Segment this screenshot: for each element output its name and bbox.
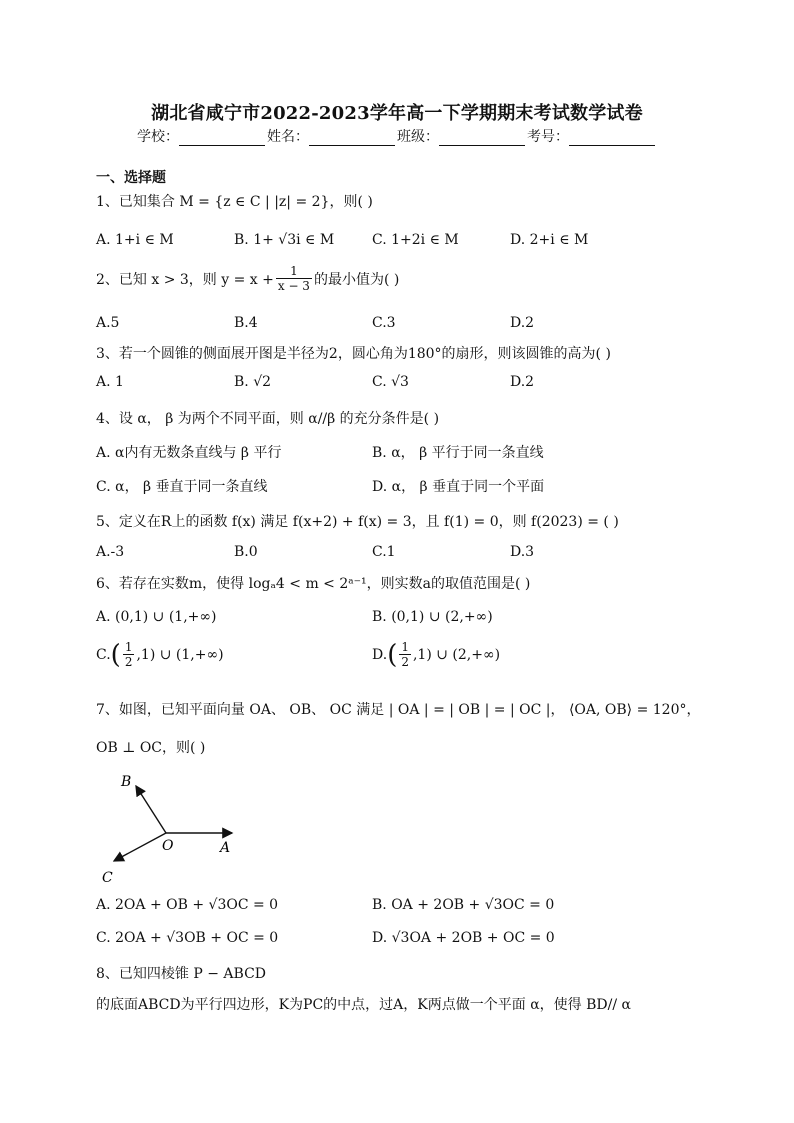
question-3-option-b[interactable]: B. √2 — [234, 374, 272, 390]
question-6-option-a[interactable]: A. (0,1) ∪ (1,+∞) — [96, 609, 217, 625]
question-6-option-d-post: ,1) ∪ (2,+∞) — [412, 646, 501, 663]
vector-oc — [114, 833, 166, 861]
question-3-option-a[interactable]: A. 1 — [96, 374, 124, 390]
question-2-fraction-den: x − 3 — [277, 279, 310, 293]
point-c-label: C — [102, 870, 113, 886]
question-6-option-c-pre: C. — [96, 646, 111, 663]
question-7-option-d[interactable]: D. √3OA + 2OB + OC = 0 — [372, 930, 555, 946]
question-4-option-b[interactable]: B. α， β 平行于同一条直线 — [372, 445, 544, 461]
question-6-option-c-den: 2 — [124, 655, 133, 669]
question-4-option-a[interactable]: A. α内有无数条直线与 β 平行 — [96, 445, 282, 461]
question-6-option-d-den: 2 — [401, 655, 409, 669]
left-paren-icon: ( — [110, 639, 121, 670]
question-1-stem: 1、已知集合 M = {z ∈ C | |z| = 2}，则( ) — [96, 194, 373, 210]
class-blank[interactable] — [439, 129, 525, 146]
question-5-stem: 5、定义在R上的函数 f(x) 满足 f(x+2) + f(x) = 3，且 f(1) = 0，则 f(2023) = ( ) — [96, 514, 619, 530]
question-7-stem-line-2: OB ⊥ OC，则( ) — [96, 740, 206, 756]
question-4-option-c[interactable]: C. α， β 垂直于同一条直线 — [96, 479, 268, 495]
question-2-fraction — [276, 264, 312, 293]
question-1-option-c[interactable]: C. 1+2i ∈ M — [372, 232, 459, 248]
name-label: 姓名： — [267, 129, 309, 145]
question-7-option-b[interactable]: B. OA + 2OB + √3OC = 0 — [372, 897, 555, 913]
question-6-option-d-pre: D. — [372, 646, 388, 663]
question-8-stem-line-1: 8、已知四棱锥 P − ABCD — [96, 966, 267, 982]
question-1-option-b[interactable]: B. 1+ √3i ∈ M — [234, 232, 335, 248]
name-blank[interactable] — [309, 129, 395, 146]
question-5-option-c[interactable]: C.1 — [372, 544, 396, 560]
question-6-stem: 6、若存在实数m，使得 logₐ4 < m < 2ᵃ⁻¹，则实数a的取值范围是( ) — [96, 576, 531, 592]
question-6-option-d-num: 1 — [401, 640, 409, 654]
question-2-stem — [96, 264, 399, 293]
number-field — [527, 126, 657, 146]
question-2-stem-pre: 2、已知 x > 3，则 y = x + — [96, 271, 274, 288]
name-field — [267, 126, 397, 146]
question-2-option-d[interactable]: D.2 — [510, 315, 535, 331]
question-2-option-c[interactable]: C.3 — [372, 315, 396, 331]
point-a-label: A — [220, 840, 231, 856]
question-1-option-d[interactable]: D. 2+i ∈ M — [510, 232, 589, 248]
question-5-option-d[interactable]: D.3 — [510, 544, 535, 560]
question-8-stem-line-2: 的底面ABCD为平行四边形，K为PC的中点，过A，K两点做一个平面 α，使得 BD// α — [96, 997, 631, 1013]
question-5-option-b[interactable]: B.0 — [234, 544, 258, 560]
point-b-label: B — [121, 774, 132, 790]
question-6-option-c-post: ,1) ∪ (1,+∞) — [136, 646, 224, 663]
vector-ob — [136, 786, 166, 833]
class-field — [397, 126, 527, 146]
question-7-option-a[interactable]: A. 2OA + OB + √3OC = 0 — [96, 897, 279, 913]
question-7-option-c[interactable]: C. 2OA + √3OB + OC = 0 — [96, 930, 279, 946]
question-4-stem: 4、设 α， β 为两个不同平面，则 α//β 的充分条件是( ) — [96, 411, 440, 427]
exam-title: 湖北省咸宁市2022-2023学年高一下学期期末考试数学试卷 — [151, 103, 643, 124]
question-2-option-a[interactable]: A.5 — [96, 315, 120, 331]
question-2-stem-post: 的最小值为( ) — [313, 271, 400, 288]
question-3-stem: 3、若一个圆锥的侧面展开图是半径为2，圆心角为180°的扇形，则该圆锥的高为( ) — [96, 346, 611, 362]
school-field — [137, 126, 267, 146]
question-6-option-c-num: 1 — [124, 640, 133, 654]
question-2-fraction-num: 1 — [276, 264, 312, 279]
number-blank[interactable] — [569, 129, 655, 146]
question-6-option-b[interactable]: B. (0,1) ∪ (2,+∞) — [372, 609, 493, 625]
school-blank[interactable] — [179, 129, 265, 146]
question-6-option-c-fraction — [123, 640, 135, 669]
left-paren-icon: ( — [387, 639, 398, 670]
point-o-label: O — [162, 838, 174, 854]
question-5-option-a[interactable]: A.-3 — [96, 544, 125, 560]
student-info-row — [0, 126, 794, 146]
question-3-option-c[interactable]: C. √3 — [372, 374, 409, 390]
vector-diagram — [96, 766, 246, 886]
question-6-option-d-fraction — [399, 640, 411, 669]
question-6-option-c[interactable] — [96, 640, 224, 669]
class-label: 班级： — [397, 129, 439, 145]
question-6-option-d[interactable] — [372, 640, 500, 669]
school-label: 学校： — [137, 129, 179, 145]
section-heading: 一、选择题 — [96, 170, 166, 186]
question-2-option-b[interactable]: B.4 — [234, 315, 258, 331]
question-4-option-d[interactable]: D. α， β 垂直于同一个平面 — [372, 479, 545, 495]
question-1-option-a[interactable]: A. 1+i ∈ M — [96, 232, 174, 248]
question-3-option-d[interactable]: D.2 — [510, 374, 535, 390]
question-7-stem-line-1: 7、如图，已知平面向量 OA、 OB、 OC 满足 | OA | = | OB | = | OC |， ⟨OA, OB⟩ = 120°， — [96, 702, 701, 718]
number-label: 考号： — [527, 129, 569, 145]
